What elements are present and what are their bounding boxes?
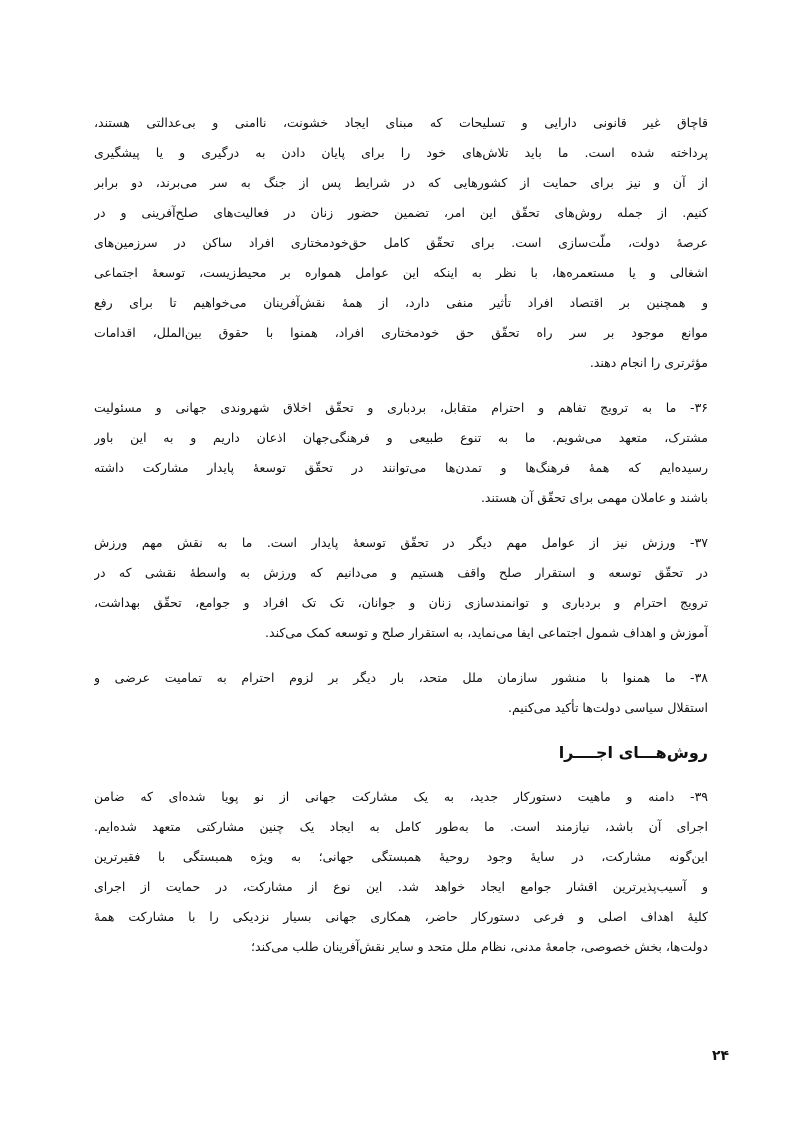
text-line: کلیهٔ اهداف اصلی و فرعی دستورکار حاضر، همکاری جهانی بسیار نزدیکی را با مشارکت همهٔ bbox=[94, 909, 708, 924]
text-line: اجرای آن باشد، نیازمند است. ما به‌طور کامل به ایجاد یک چنین مشارکتی متعهد شده‌ایم. bbox=[94, 819, 708, 834]
text-line: و همچنین بر اقتصاد افراد تأثیر منفی دارد، از همهٔ نقش‌آفرینان می‌خواهیم تا برای رفع bbox=[94, 295, 708, 310]
text-line: قاچاق غیر قانونی دارایی و تسلیحات که مبنای ایجاد خشونت، ناامنی و بی‌عدالتی هستند، bbox=[94, 115, 708, 130]
text-line: آموزش و اهداف شمول اجتماعی ایفا می‌نماید، به استقرار صلح و توسعه کمک می‌کند. bbox=[265, 625, 708, 640]
text-line: استقلال سیاسی دولت‌ها تأکید می‌کنیم. bbox=[508, 700, 708, 715]
paragraph-39 bbox=[94, 782, 708, 962]
text-line: باشند و عاملان مهمی برای تحقّق آن هستند. bbox=[480, 490, 708, 505]
text-line: ۳۹- دامنه و ماهیت دستورکار جدید، به یک مشارکت جهانی از نو پویا شده‌ای که ضامن bbox=[94, 789, 708, 804]
paragraph bbox=[94, 108, 708, 378]
text-line: از آن و نیز برای حمایت از کشورهایی که در شرایط پس از جنگ به سر می‌برند، دو برابر bbox=[94, 175, 708, 190]
text-line: و آسیب‌پذیرترین اقشار جوامع ایجاد خواهد شد. این نوع از مشارکت، در حمایت از اجرای bbox=[94, 879, 708, 894]
section-heading: روش‌هـــای اجــــرا bbox=[558, 743, 708, 762]
text-line: ۳۷- ورزش نیز از عوامل مهم دیگر در تحقّق توسعهٔ پایدار است. ما به نقش مهم ورزش bbox=[94, 535, 708, 550]
paragraph bbox=[94, 528, 708, 648]
text-line: اشغالی و یا مستعمره‌ها، با نظر به اینکه این عوامل همواره بر محیط‌زیست، توسعهٔ اجتماعی bbox=[94, 265, 708, 280]
text-line: رسیده‌ایم که همهٔ فرهنگ‌ها و تمدن‌ها می‌توانند در تحقّق توسعهٔ پایدار مشارکت داشته bbox=[94, 460, 708, 475]
text-line: ۳۶- ما به ترویج تفاهم و احترام متقابل، بردباری و تحقّق اخلاق شهروندی جهانی و مسئولیت bbox=[94, 400, 708, 415]
text-line: مؤثرتری را انجام دهند. bbox=[589, 355, 708, 370]
text-line: ترویج احترام و بردباری و توانمندسازی زنان و جوانان، تک تک افراد و جوامع، تحقّق بهداشت، bbox=[94, 595, 708, 610]
text-line: ۳۸- ما همنوا با منشور سازمان ملل متحد، بار دیگر بر لزوم احترام به تمامیت عرضی و bbox=[94, 670, 708, 685]
text-line: در تحقّق توسعه و استقرار صلح واقف هستیم و می‌دانیم که ورزش به واسطهٔ نقشی که در bbox=[94, 565, 708, 580]
text-line: این‌گونه مشارکت، در سایهٔ وجود روحیهٔ همبستگی جهانی؛ به ویژه همبستگی با فقیرترین bbox=[94, 849, 708, 864]
paragraph bbox=[94, 663, 708, 723]
text-line: مشترک، متعهد می‌شویم. ما به تنوع طبیعی و فرهنگی‌جهان اذعان داریم و به این باور bbox=[94, 430, 708, 445]
document-page bbox=[94, 108, 708, 977]
body-paragraphs bbox=[94, 108, 708, 723]
text-line: پرداخته شده است. ما باید تلاش‌های خود را برای پایان دادن به درگیری و یا پیشگیری bbox=[94, 145, 708, 160]
text-line: کنیم. از جمله روش‌های تحقّق این امر، تضمین حضور زنان در فعالیت‌های صلح‌آفرینی و در bbox=[94, 205, 708, 220]
paragraph bbox=[94, 393, 708, 513]
text-line: موانع موجود بر سر راه تحقّق حق خودمختاری افراد، همنوا با حقوق بین‌الملل، اقدامات bbox=[94, 325, 708, 340]
text-line: دولت‌ها، بخش خصوصی، جامعهٔ مدنی، نظام ملل متحد و سایر نقش‌آفرینان طلب می‌کند؛ bbox=[251, 939, 708, 954]
page-number: ۲۴ bbox=[712, 1048, 730, 1064]
text-line: عرصهٔ دولت، ملّت‌سازی است. برای تحقّق کامل حق‌خودمختاری افراد ساکن در سرزمین‌های bbox=[94, 235, 708, 250]
